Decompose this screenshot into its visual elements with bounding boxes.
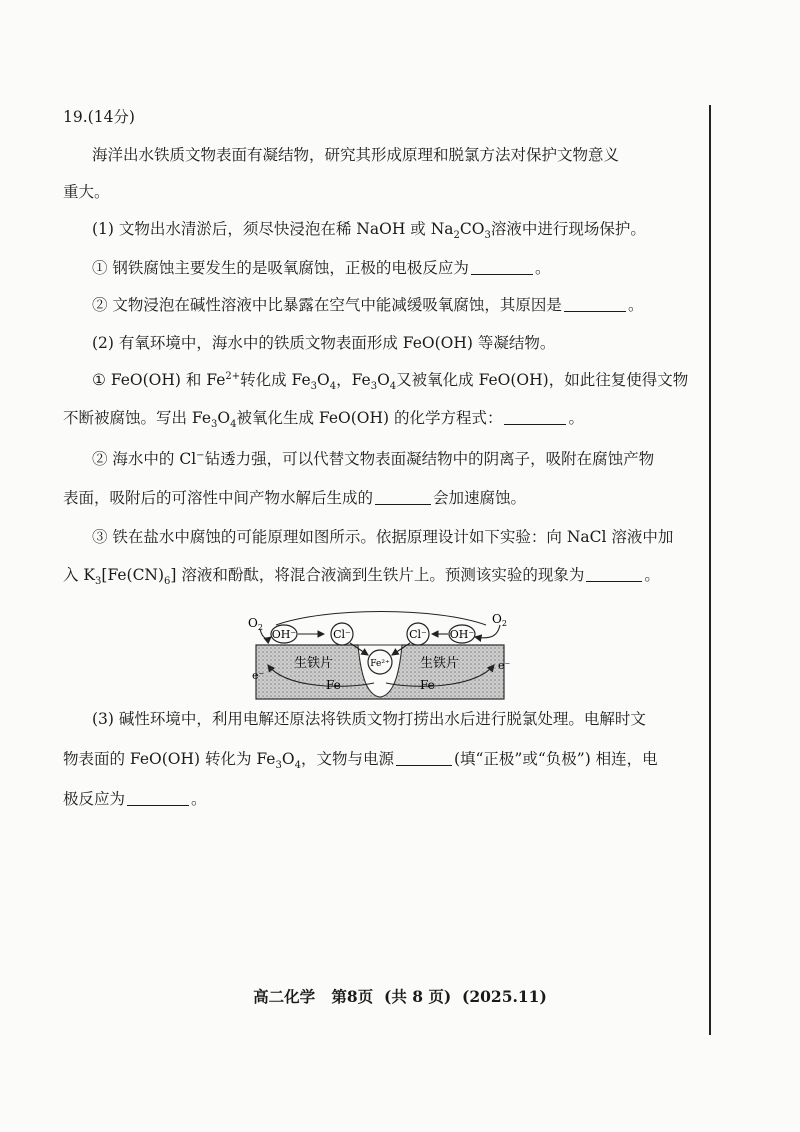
part3-line3 [63, 787, 699, 811]
fe2-label: Fe²⁺ [370, 659, 390, 669]
p2q2-l2-end: 会加速腐蚀。 [433, 489, 527, 507]
p2q1-c: O [317, 371, 330, 389]
p2q1-l2-end: 。 [568, 409, 584, 427]
page-footer [0, 985, 800, 1007]
part3-line1 [92, 707, 700, 731]
answer-blank-2[interactable] [564, 296, 626, 312]
answer-blank-6[interactable] [396, 750, 452, 766]
answer-blank-4[interactable] [375, 489, 431, 505]
part3-l2-b: O [281, 750, 295, 768]
p2q1-e: O [377, 371, 390, 389]
part1-sub-a: 2 [453, 230, 460, 242]
p2q1-s2: 4 [329, 381, 337, 393]
p2q3-l2-a: 入 K [63, 566, 96, 584]
question-number: 19. [63, 108, 88, 126]
top-arc [276, 612, 486, 626]
p2q3-l2-end: 。 [644, 566, 660, 584]
part2-q3-line1 [92, 525, 700, 549]
electron-right-label: e⁻ [498, 659, 511, 672]
p2q1-s4: 4 [389, 381, 397, 393]
part3-l2-c: ，文物与电源 [300, 750, 394, 768]
page-margin-rule [709, 105, 711, 1035]
iron-right-label: 生铁片 [420, 656, 460, 671]
footer-subject: 高二化学 [253, 987, 316, 1006]
p2q2-l2: 表面，吸附后的可溶性中间产物水解后生成的 [63, 489, 374, 507]
question-header [63, 105, 699, 129]
fe-right-label: Fe [420, 678, 435, 692]
part3-line2 [63, 747, 699, 771]
cl-right-label: Cl⁻ [409, 628, 427, 641]
part1-sub-b: 3 [484, 230, 491, 242]
part1-stem-c: 溶液中进行现场保护。 [490, 220, 646, 238]
part3-l2-d: (填“正极”或“负极”) 相连，电 [453, 750, 658, 768]
p2q1-l2-a: 不断被腐蚀。写出 Fe [63, 409, 212, 427]
answer-blank-5[interactable] [586, 566, 642, 582]
corrosion-diagram [246, 607, 514, 707]
p2q1-s3: 3 [370, 381, 378, 393]
p2q1-b: 转化成 Fe [240, 371, 311, 389]
p2q1-l2-s1: 3 [211, 419, 218, 431]
part3-l2-s1: 3 [275, 760, 282, 772]
part2-q2-line2 [63, 486, 699, 510]
part1-q2-end: 。 [627, 296, 644, 314]
p2q1-l2-s2: 4 [230, 419, 237, 431]
fe-left-label: Fe [326, 678, 341, 692]
p2q2-sup: − [196, 449, 205, 461]
part2-q2-line1 [92, 447, 700, 471]
part1-q1-end: 。 [534, 259, 551, 277]
part3-l2-a: 物表面的 FeO(OH) 转化为 Fe [63, 750, 276, 768]
part3-l2-s2: 4 [294, 760, 301, 772]
answer-blank-7[interactable] [127, 790, 189, 806]
intro-text-1: 海洋出水铁质文物表面有凝结物，研究其形成原理和脱氯方法对保护文物意义 [92, 146, 620, 164]
footer-total: (共 8 页) [383, 987, 452, 1006]
part3-text-1: (3) 碱性环境中，利用电解还原法将铁质文物打捞出水后进行脱氯处理。电解时文 [92, 710, 646, 728]
o2-right-label: $O_2$ [492, 612, 507, 628]
p2q3-l2-s1: 3 [95, 576, 102, 588]
o2-left-label: $O_2$ [248, 616, 263, 632]
p2q1-s1: 3 [310, 381, 318, 393]
p2q1-a: ① FeO(OH) 和 Fe [92, 371, 226, 389]
answer-blank-3[interactable] [504, 409, 566, 425]
p2q1-l2-c: 被氧化生成 FeO(OH) 的化学方程式： [236, 409, 503, 427]
part1-q1-text: ① 钢铁腐蚀主要发生的是吸氧腐蚀，正极的电极反应为 [92, 259, 469, 277]
part1-stem-b: CO [459, 220, 485, 238]
intro-text-2: 重大。 [63, 183, 110, 201]
iron-left-label: 生铁片 [294, 656, 334, 671]
part1-q2 [92, 293, 700, 317]
p2q3-l2-s2: 6 [164, 576, 171, 588]
p2q1-d: ，Fe [336, 371, 371, 389]
p2q2-a: ② 海水中的 Cl [92, 450, 197, 468]
p2q1-sup: 2+ [225, 370, 241, 382]
part2-q1-line2 [63, 406, 699, 430]
part1-q2-text: ② 文物浸泡在碱性溶液中比暴露在空气中能减缓吸氧腐蚀，其原因是 [92, 296, 562, 314]
intro-line-2 [63, 180, 699, 204]
arrow-o2-right [475, 625, 500, 638]
part1-q1 [92, 256, 700, 280]
cl-left-label: Cl⁻ [333, 628, 351, 641]
part2-q3-line2 [63, 563, 699, 587]
p2q3-l2-c: ] 溶液和酚酞，将混合液滴到生铁片上。预测该实验的现象为 [170, 566, 585, 584]
question-score: (14分) [87, 108, 135, 126]
part3-l3: 极反应为 [63, 790, 126, 808]
part2-stem [92, 331, 700, 355]
p2q3-l2-b: [Fe(CN) [101, 566, 165, 584]
electron-left-label: e⁻ [252, 669, 265, 682]
answer-blank-1[interactable] [471, 259, 533, 275]
p2q1-l2-b: O [217, 409, 231, 427]
part1-stem [92, 217, 700, 241]
intro-line-1 [92, 143, 700, 167]
p2q2-b: 钻透力强，可以代替文物表面凝结物中的阴离子，吸附在腐蚀产物 [204, 450, 655, 468]
part2-q1-line1 [92, 368, 700, 392]
part2-stem-text: (2) 有氧环境中，海水中的铁质文物表面形成 FeO(OH) 等凝结物。 [92, 334, 556, 352]
oh-right-label: OH⁻ [449, 628, 475, 641]
p2q3-a: ③ 铁在盐水中腐蚀的可能原理如图所示。依据原理设计如下实验：向 NaCl 溶液中加 [92, 528, 674, 546]
footer-page: 第8页 [331, 987, 374, 1006]
oh-left-label: OH⁻ [271, 628, 297, 641]
part3-l3-end: 。 [191, 790, 207, 808]
p2q1-f: 又被氧化成 FeO(OH)，如此往复使得文物 [396, 371, 689, 389]
footer-date: (2025.11) [462, 987, 547, 1006]
part1-stem-a: (1) 文物出水清淤后，须尽快浸泡在稀 NaOH 或 Na [92, 220, 454, 238]
